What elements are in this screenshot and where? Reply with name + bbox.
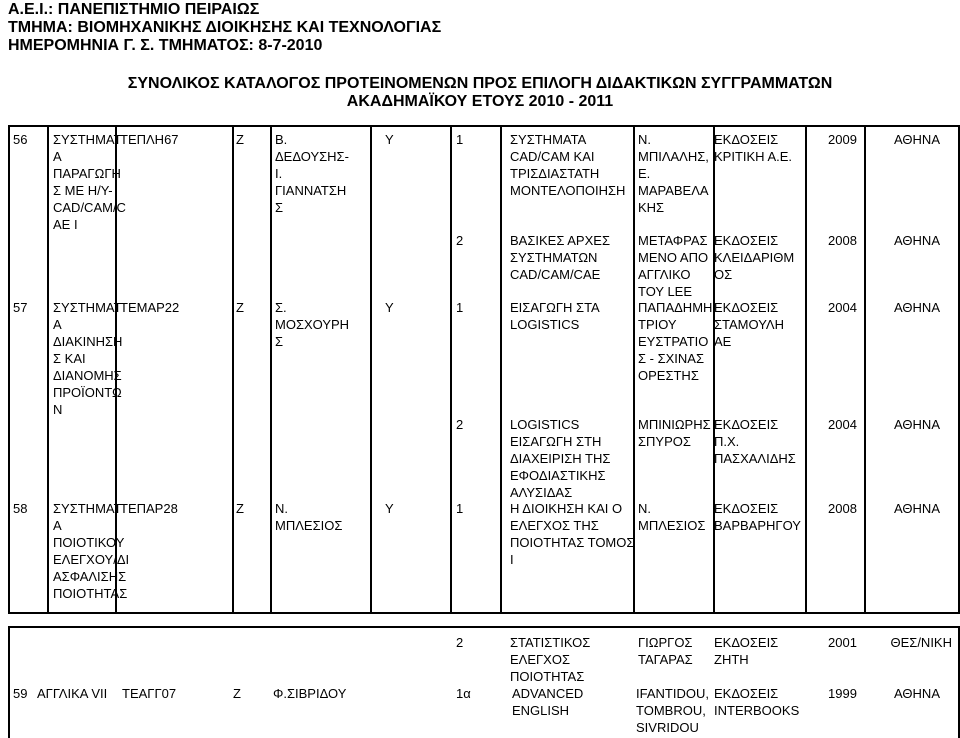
- book-number: 1: [456, 501, 464, 516]
- book-year: 2009: [828, 132, 857, 147]
- book-required-mark: Υ: [385, 132, 394, 147]
- course-name: ΣΥΣΤΗΜΑΤ Α ΔΙΑΚΙΝΗΣΗ Σ ΚΑΙ ΔΙΑΝΟΜΗΣ ΠΡΟΪΟΝΤΩ Ν: [53, 300, 123, 417]
- course-code: ΤΕΑΓΓ07: [122, 686, 177, 701]
- book-author: ΓΙΩΡΓΟΣ ΤΑΓΑΡΑΣ: [638, 635, 693, 667]
- book-number: 2: [456, 635, 464, 650]
- book-city: ΘΕΣ/ΝΙΚΗ: [890, 635, 952, 650]
- book-title: ΒΑΣΙΚΕΣ ΑΡΧΕΣ ΣΥΣΤΗΜΑΤΩΝ CAD/CAM/CAE: [510, 233, 610, 282]
- book-number: 1α: [456, 686, 471, 701]
- book-publisher: ΕΚΔΟΣΕΙΣ ΚΛΕΙΔΑΡΙΘΜ ΟΣ: [714, 233, 795, 282]
- book-city: ΑΘΗΝΑ: [894, 300, 940, 315]
- book-author: IFANTIDOU, TOMBROU, SIVRIDOU: [636, 686, 709, 735]
- course-type: Ζ: [233, 686, 241, 701]
- course-code: ΤΕΠΛΗ67: [120, 132, 179, 147]
- book-publisher: ΕΚΔΟΣΕΙΣ INTERBOOKS: [714, 686, 800, 718]
- course-number: 57: [13, 300, 28, 315]
- course-type: Ζ: [236, 300, 244, 315]
- course-type: Ζ: [236, 501, 244, 516]
- book-author: ΜΠΙΝΙΩΡΗΣ ΣΠΥΡΟΣ: [638, 417, 711, 449]
- book-title: Η ΔΙΟΙΚΗΣΗ ΚΑΙ Ο ΕΛΕΓΧΟΣ ΤΗΣ ΠΟΙΟΤΗΤΑΣ ΤΟΜΟΣ Ι: [510, 501, 635, 567]
- book-author: Ν. ΜΠΛΕΣΙΟΣ: [638, 501, 706, 533]
- book-city: ΑΘΗΝΑ: [894, 233, 940, 248]
- book-number: 1: [456, 300, 464, 315]
- book-publisher: ΕΚΔΟΣΕΙΣ ΒΑΡΒΑΡΗΓΟΥ: [714, 501, 801, 533]
- book-year: 2004: [828, 300, 857, 315]
- book-year: 2008: [828, 233, 857, 248]
- book-required-mark: Υ: [385, 300, 394, 315]
- academic-year: ΑΚΑΔΗΜΑΪΚΟΥ ΕΤΟΥΣ 2010 - 2011: [346, 93, 614, 110]
- document-title: ΣΥΝΟΛΙΚΟΣ ΚΑΤΑΛΟΓΟΣ ΠΡΟΤΕΙΝΟΜΕΝΩΝ ΠΡΟΣ ΕΠΙΛΟΓΗ ΔΙΔΑΚΤΙΚΩΝ ΣΥΓΓΡΑΜΜΑΤΩΝ: [127, 75, 833, 92]
- course-number: 58: [13, 501, 28, 516]
- book-required-mark: Υ: [385, 501, 394, 516]
- book-city: ΑΘΗΝΑ: [894, 686, 940, 701]
- meeting-date-line: ΗΜΕΡΟΜΗΝΙΑ Γ. Σ. ΤΜΗΜΑΤΟΣ: 8-7-2010: [8, 37, 323, 54]
- course-number: 56: [13, 132, 28, 147]
- book-author: ΜΕΤΑΦΡΑΣ ΜΕΝΟ ΑΠΟ ΑΓΓΛΙΚΟ ΤΟΥ LEE: [638, 233, 709, 299]
- book-city: ΑΘΗΝΑ: [894, 132, 940, 147]
- book-author: ΠΑΠΑΔΗΜΗ ΤΡΙΟΥ ΕΥΣΤΡΑΤΙΟ Σ - ΣΧΙΝΑΣ ΟΡΕΣΤΗΣ: [638, 300, 713, 383]
- book-year: 2004: [828, 417, 857, 432]
- course-code: ΤΕΠΑΡ28: [120, 501, 178, 516]
- book-title: ΣΥΣΤΗΜΑΤΑ CAD/CAM ΚΑΙ ΤΡΙΣΔΙΑΣΤΑΤΗ ΜΟΝΤΕΛΟΠΟΙΗΣΗ: [510, 132, 626, 198]
- course-name: ΣΥΣΤΗΜΑΤ Α ΠΟΙΟΤΙΚΟΥ ΕΛΕΓΧΟΥ/ΔΙ ΑΣΦΑΛΙΣΗΣ ΠΟΙΟΤΗΤΑΣ: [53, 501, 130, 601]
- book-year: 2001: [828, 635, 857, 650]
- course-professor: Σ. ΜΟΣΧΟΥΡΗ Σ: [275, 300, 350, 349]
- book-publisher: ΕΚΔΟΣΕΙΣ Π.Χ. ΠΑΣΧΑΛΙΔΗΣ: [714, 417, 796, 466]
- course-name: ΣΥΣΤΗΜΑΤ Α ΠΑΡΑΓΩΓΗ Σ ΜΕ Η/Υ- CAD/CAM/C AE I: [53, 132, 126, 232]
- book-year: 2008: [828, 501, 857, 516]
- course-number: 59: [13, 686, 28, 701]
- book-number: 1: [456, 132, 464, 147]
- book-number: 2: [456, 233, 464, 248]
- course-professor: Β. ΔΕΔΟΥΣΗΣ- Ι. ΓΙΑΝΝΑΤΣΗ Σ: [275, 132, 349, 215]
- book-author: Ν. ΜΠΙΛΑΛΗΣ, Ε. ΜΑΡΑΒΕΛΑ ΚΗΣ: [638, 132, 709, 215]
- book-publisher: ΕΚΔΟΣΕΙΣ ΣΤΑΜΟΥΛΗ ΑΕ: [714, 300, 784, 349]
- book-year: 1999: [828, 686, 857, 701]
- book-title: LOGISTICS ΕΙΣΑΓΩΓΗ ΣΤΗ ΔΙΑΧΕΙΡΙΣΗ ΤΗΣ ΕΦΟΔΙΑΣΤΙΚΗΣ ΑΛΥΣΙΔΑΣ: [510, 417, 611, 500]
- department-line: ΤΜΗΜΑ: ΒΙΟΜΗΧΑΝΙΚΗΣ ΔΙΟΙΚΗΣΗΣ ΚΑΙ ΤΕΧΝΟΛΟΓΙΑΣ: [8, 19, 442, 36]
- book-city: ΑΘΗΝΑ: [894, 501, 940, 516]
- book-title: ΣΤΑΤΙΣΤΙΚΟΣ ΕΛΕΓΧΟΣ ΠΟΙΟΤΗΤΑΣ: [510, 635, 591, 684]
- course-professor: Φ.ΣΙΒΡΙΔΟΥ: [273, 686, 347, 701]
- book-city: ΑΘΗΝΑ: [894, 417, 940, 432]
- course-name: ΑΓΓΛΙΚΑ VII: [37, 686, 108, 701]
- book-number: 2: [456, 417, 464, 432]
- book-publisher: ΕΚΔΟΣΕΙΣ ΚΡΙΤΙΚΗ Α.Ε.: [714, 132, 793, 164]
- book-title: ΕΙΣΑΓΩΓΗ ΣΤΑ LOGISTICS: [510, 300, 600, 332]
- course-code: ΤΕΜΑΡ22: [120, 300, 180, 315]
- book-title: ADVANCED ENGLISH: [512, 686, 584, 718]
- university-line: Α.Ε.Ι.: ΠΑΝΕΠΙΣΤΗΜΙΟ ΠΕΙΡΑΙΩΣ: [8, 1, 260, 18]
- course-type: Ζ: [236, 132, 244, 147]
- course-professor: Ν. ΜΠΛΕΣΙΟΣ: [275, 501, 343, 533]
- book-publisher: ΕΚΔΟΣΕΙΣ ΖΗΤΗ: [714, 635, 779, 667]
